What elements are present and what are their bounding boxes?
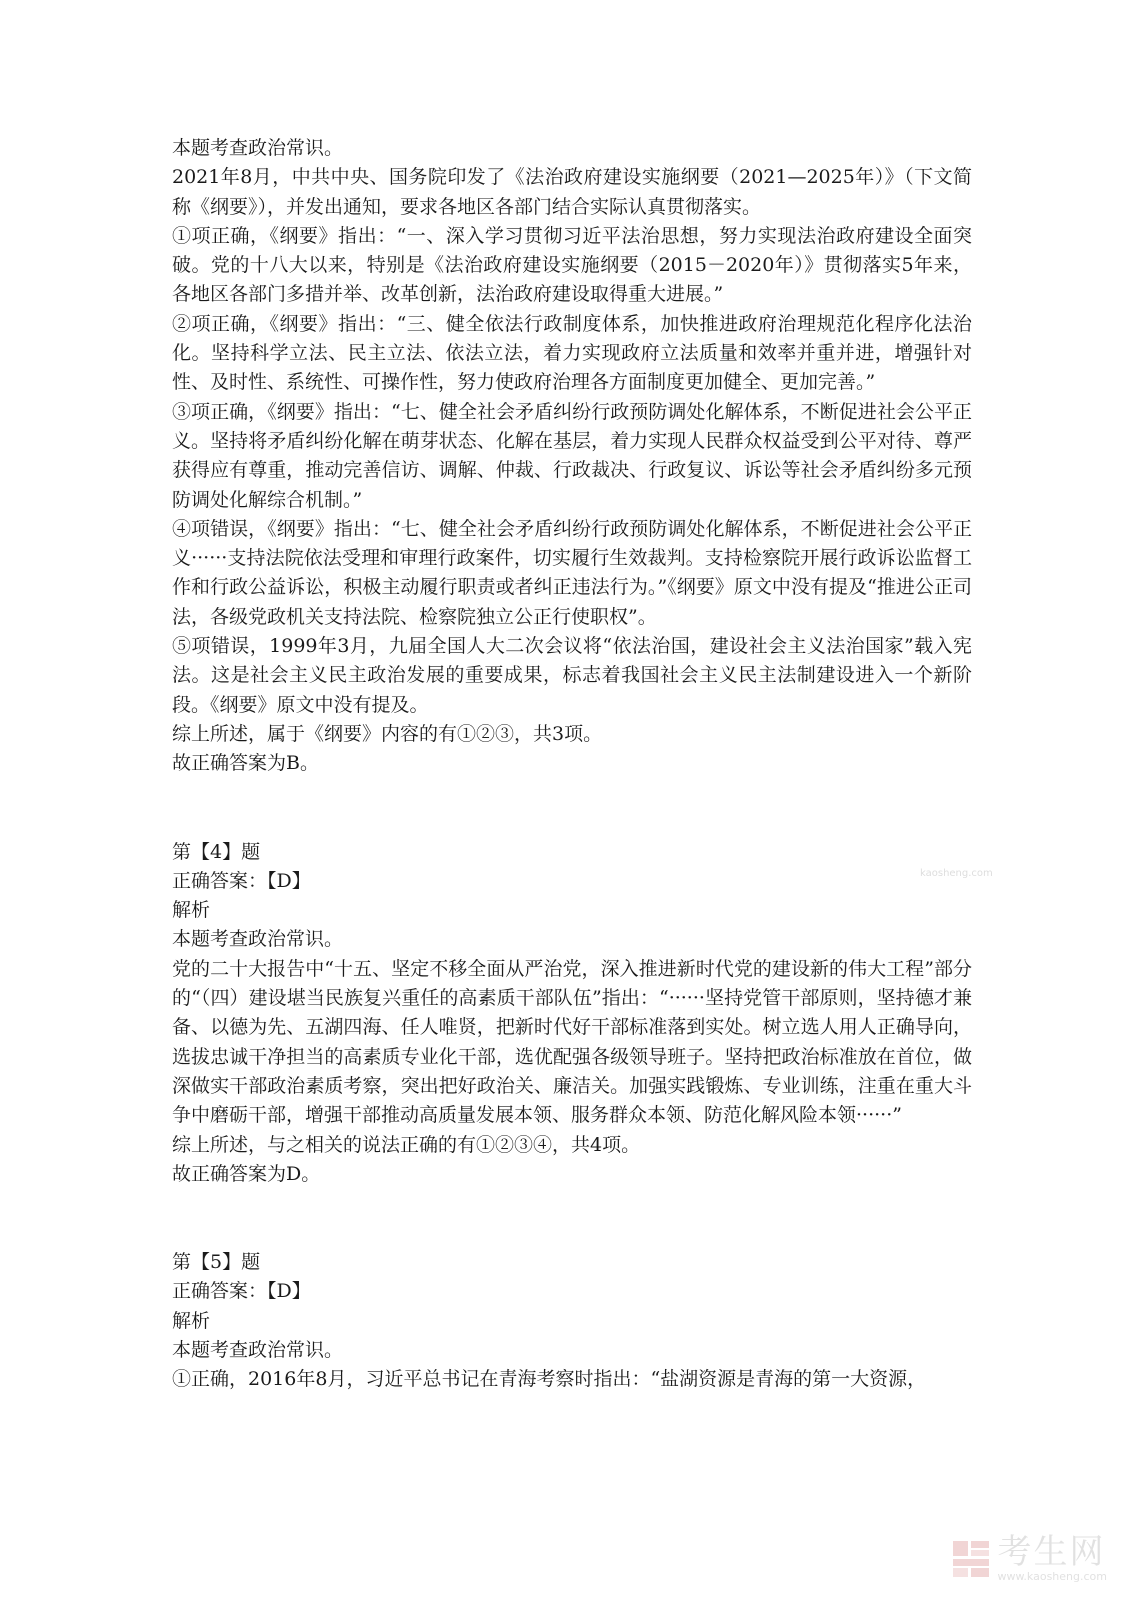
question-heading: 第【5】题 — [172, 1251, 261, 1274]
q3-line: 2021年8月，中共中央、国务院印发了《法治政府建设实施纲要（2021—2025年）》（下文简称《纲要》），并发出通知，要求各地区各部门结合实际认真贯彻落实。 — [172, 166, 972, 218]
q3-line: 综上所述，属于《纲要》内容的有①②③，共3项。 — [172, 722, 603, 745]
correct-answer: 正确答案：【D】 — [172, 869, 311, 892]
q5-section — [172, 1248, 972, 1394]
watermark-url: www.kaosheng.com — [997, 1570, 1107, 1583]
kaosheng-logo-icon — [951, 1539, 991, 1579]
q3-line: 故正确答案为B。 — [172, 752, 319, 775]
analysis-label: 解析 — [172, 1309, 211, 1332]
q4-line: 综上所述，与之相关的说法正确的有①②③④，共4项。 — [172, 1133, 641, 1156]
q3-section — [172, 134, 972, 779]
q4-line: 故正确答案为D。 — [172, 1162, 321, 1185]
question-heading: 第【4】题 — [172, 840, 261, 863]
correct-answer: 正确答案：【D】 — [172, 1280, 311, 1303]
section-gap — [172, 1189, 972, 1248]
q3-line: ③项正确，《纲要》指出：“七、健全社会矛盾纠纷行政预防调处化解体系，不断促进社会公平正义。坚持将矛盾纠纷化解在萌芽状态、化解在基层，着力实现人民群众权益受到公平对待、尊严获得应有尊重，推动完善信访、调解、仲裁、行政裁决、行政复议、诉讼等社会矛盾纠纷多元预防调处化解综合机制。” — [172, 400, 972, 511]
q4-line: 本题考查政治常识。 — [172, 928, 344, 951]
q5-line: 本题考查政治常识。 — [172, 1338, 344, 1361]
watermark-name: 考生网 — [997, 1532, 1106, 1572]
q3-line: ①项正确，《纲要》指出：“一、深入学习贯彻习近平法治思想，努力实现法治政府建设全面突破。党的十八大以来，特别是《法治政府建设实施纲要（2015－2020年）》贯彻落实5年来，各地区各部门多措并举、改革创新，法治政府建设取得重大进展。” — [172, 224, 972, 306]
section-gap — [172, 779, 972, 838]
q4-section — [172, 838, 972, 1190]
q3-line: ⑤项错误，1999年3月，九届全国人大二次会议将“依法治国，建设社会主义法治国家”载入宪法。这是社会主义民主政治发展的重要成果，标志着我国社会主义民主法制建设进入一个新阶段。《纲要》原文中没有提及。 — [172, 635, 972, 716]
document-body — [172, 134, 972, 1395]
q3-line: 本题考查政治常识。 — [172, 137, 344, 159]
q3-line: ④项错误，《纲要》指出：“七、健全社会矛盾纠纷行政预防调处化解体系，不断促进社会公平正义······支持法院依法受理和审理行政案件，切实履行生效裁判。支持检察院开展行政诉讼监督工作和行政公益诉讼，积极主动履行职责或者纠正违法行为。”《纲要》原文中没有提及“推进公正司法，各级党政机关支持法院、检察院独立公正行使职权”。 — [172, 517, 972, 628]
analysis-label: 解析 — [172, 899, 211, 922]
watermark-url-mid: kaosheng.com — [920, 868, 993, 879]
watermark — [951, 1532, 1107, 1583]
q3-line: ②项正确，《纲要》指出：“三、健全依法行政制度体系，加快推进政府治理规范化程序化法治化。坚持科学立法、民主立法、依法立法，着力实现政府立法质量和效率并重并进，增强针对性、及时性、系统性、可操作性，努力使政府治理各方面制度更加健全、更加完善。” — [172, 312, 972, 394]
q4-line: 党的二十大报告中“十五、坚定不移全面从严治党，深入推进新时代党的建设新的伟大工程”部分的“（四）建设堪当民族复兴重任的高素质干部队伍”指出：“······坚持党管干部原则，坚持德才兼备、以德为先、五湖四海、任人唯贤，把新时代好干部标准落到实处。树立选人用人正确导向，选拔忠诚干净担当的高素质专业化干部，选优配强各级领导班子。坚持把政治标准放在首位，做深做实干部政治素质考察，突出把好政治关、廉洁关。加强实践锻炼、专业训练，注重在重大斗争中磨砺干部，增强干部推动高质量发展本领、服务群众本领、防范化解风险本领······” — [172, 957, 972, 1127]
q5-line: ①正确，2016年8月，习近平总书记在青海考察时指出：“盐湖资源是青海的第一大资源， — [172, 1368, 927, 1391]
